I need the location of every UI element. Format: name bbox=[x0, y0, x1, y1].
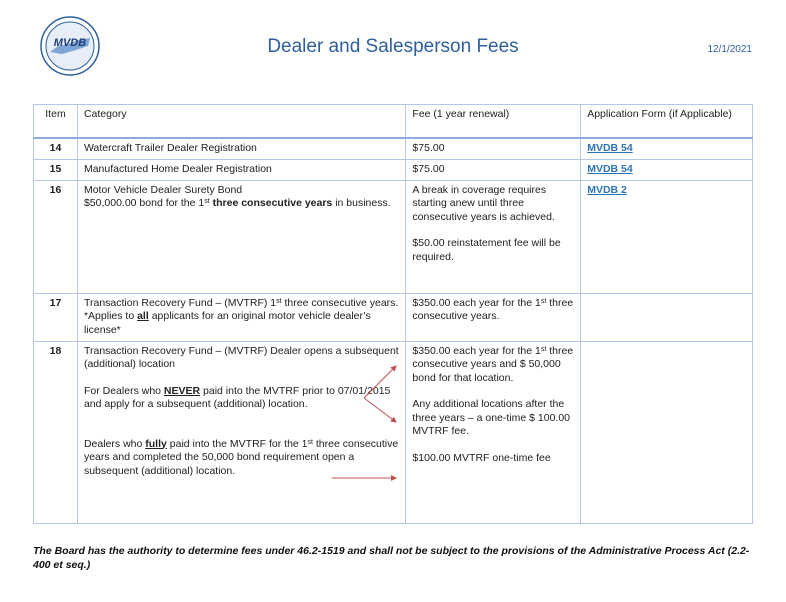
category-cell: Watercraft Trailer Dealer Registration bbox=[77, 138, 405, 159]
text-span: in business. bbox=[335, 197, 391, 209]
superscript: st bbox=[540, 297, 547, 305]
item-number: 17 bbox=[34, 293, 78, 341]
text-span: three consecutive years. *Applies to bbox=[83, 296, 399, 322]
text-span: For Dealers who bbox=[83, 384, 161, 397]
text-span: applicants for an original motor vehicle dealer’s license* bbox=[83, 310, 371, 336]
fee-paragraph: $50.00 reinstatement fee will be required. bbox=[412, 237, 561, 263]
header-category: Category bbox=[77, 105, 405, 139]
text-span: Transaction Recovery Fund – (MVTRF) 1 bbox=[83, 296, 277, 309]
header-form: Application Form (if Applicable) bbox=[581, 105, 753, 139]
text-span: $350.00 each year for the 1 bbox=[412, 344, 541, 357]
form-link[interactable]: MVDB 54 bbox=[587, 142, 633, 154]
text-span: three consecutive years and $ 50,000 bond for that location. bbox=[412, 344, 574, 384]
item-number: 15 bbox=[34, 159, 78, 180]
fee-paragraph: A break in coverage requires starting anew until three consecutive years is achieved. bbox=[412, 183, 555, 223]
bold-text: three consecutive years bbox=[212, 197, 333, 209]
category-paragraph: Transaction Recovery Fund – (MVTRF) Dealer opens a subsequent (additional) location bbox=[83, 344, 399, 370]
bold-text: NEVER bbox=[163, 384, 201, 397]
arrow-up-icon bbox=[364, 366, 396, 398]
bold-text: fully bbox=[145, 437, 167, 450]
text-span: paid into the MVTRF prior to 07/01/2015 and apply for a subsequent (additional) location. bbox=[83, 384, 391, 410]
fee-paragraph: $100.00 MVTRF one-time fee bbox=[412, 451, 551, 464]
superscript: st bbox=[540, 345, 547, 353]
bold-text: all bbox=[137, 310, 149, 322]
logo-text: MVDB bbox=[53, 37, 87, 49]
fee-cell: $75.00 bbox=[406, 159, 581, 180]
footer-note: The Board has the authority to determine fees under 46.2-1519 and shall not be subject to the provisions of the Administrative Process Act (2.2-400 et seq.) bbox=[33, 545, 750, 571]
fee-cell: $75.00 bbox=[406, 138, 581, 159]
document-date: 12/1/2021 bbox=[707, 44, 752, 55]
arrow-down-icon bbox=[364, 398, 396, 422]
superscript: st bbox=[307, 438, 313, 446]
item-number: 18 bbox=[34, 341, 78, 523]
page-title: Dealer and Salesperson Fees bbox=[267, 36, 519, 57]
category-line: Motor Vehicle Dealer Surety Bond bbox=[83, 183, 243, 196]
text-span: $350.00 each year for the 1 bbox=[412, 296, 541, 309]
header-fee: Fee (1 year renewal) bbox=[406, 105, 581, 139]
text-span: three consecutive years and completed the 50,000 bond requirement open a subsequent (additional) location. bbox=[83, 437, 399, 477]
superscript: st bbox=[204, 198, 210, 205]
item-number: 14 bbox=[34, 138, 78, 159]
form-link[interactable]: MVDB 2 bbox=[587, 183, 627, 196]
text-span: paid into the MVTRF for the 1 bbox=[169, 437, 308, 450]
text-span: three consecutive years. bbox=[412, 296, 574, 322]
superscript: st bbox=[276, 297, 282, 305]
form-link[interactable]: MVDB 54 bbox=[587, 162, 633, 175]
fee-paragraph: Any additional locations after the three years – a one-time $ 100.00 MVTRF fee. bbox=[412, 398, 571, 437]
text-span: Dealers who bbox=[83, 437, 143, 450]
text-span: $50,000.00 bond for the 1 bbox=[83, 197, 205, 209]
item-number: 16 bbox=[34, 180, 78, 293]
header-item: Item bbox=[34, 105, 78, 139]
category-cell: Manufactured Home Dealer Registration bbox=[77, 159, 405, 180]
